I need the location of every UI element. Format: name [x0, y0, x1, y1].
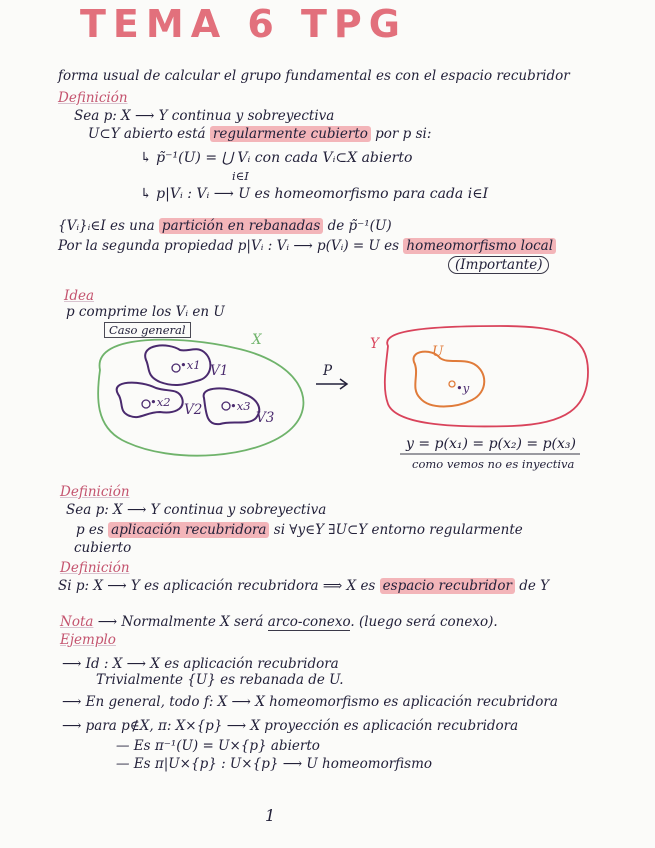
definition-heading-1: Definición [58, 90, 128, 106]
label-v2: V2 [184, 402, 203, 418]
label-u: U [432, 344, 444, 360]
def1-line-4: ↳ p|Vᵢ : Vᵢ ⟶ U es homeomorfismo para cada i∈I [140, 186, 489, 202]
def1-line-3-index: i∈I [232, 169, 249, 183]
highlight-espacio-recubridor: espacio recubridor [380, 578, 515, 594]
definition-heading-3: Definición [60, 560, 130, 576]
no-inyectiva-note: como vemos no es inyectiva [412, 457, 575, 471]
intro-text: forma usual de calcular el grupo fundamental es con el espacio recubridor [58, 68, 570, 84]
idea-heading: Idea [64, 288, 95, 304]
label-x: X [252, 332, 262, 348]
page-number: 1 [265, 806, 276, 825]
nota-line: Nota ⟶ Normalmente X será arco-conexo. (luego será conexo). [60, 614, 498, 630]
space-x-outline [98, 340, 303, 456]
importante-label: (Importante) [448, 257, 549, 274]
highlight-homeomorfismo-local: homeomorfismo local [403, 238, 556, 254]
idea-line-1: p comprime los Vᵢ en U [66, 304, 225, 320]
label-x1: •x1 [180, 358, 201, 372]
arco-conexo-underlined: arco-conexo [267, 614, 351, 630]
caso-general-box: Caso general [104, 322, 191, 339]
label-y-point: •y [456, 381, 470, 395]
v1-region [145, 345, 210, 385]
page-title: TEMA 6 TPG [80, 2, 407, 46]
equation-y: y = p(x₁) = p(x₂) = p(x₃) [406, 436, 576, 452]
label-v1: V1 [210, 363, 229, 379]
ejemplo-line-6: — Es π|U×{p} : U×{p} ⟶ U homeomorfismo [116, 756, 433, 772]
highlight-aplicacion-recubridora: aplicación recubridora [108, 522, 269, 538]
def3-line-1: Si p: X ⟶ Y es aplicación recubridora ⟹ X es espacio recubridor de Y [58, 578, 550, 594]
def2-line-2: p es aplicación recubridora si ∀y∈Y ∃U⊂Y entorno regularmente [76, 522, 523, 538]
ejemplo-line-5: — Es π⁻¹(U) = U×{p} abierto [116, 738, 320, 754]
definition-heading-2: Definición [60, 484, 130, 500]
label-x2: •x2 [150, 395, 171, 409]
highlight-particion: partición en rebanadas [159, 218, 323, 234]
ejemplo-heading: Ejemplo [60, 632, 116, 648]
label-p: P [323, 363, 333, 379]
label-y: Y [370, 336, 379, 352]
ejemplo-line-4: ⟶ para p∉X, π: X×{p} ⟶ X proyección es aplicación recubridora [62, 718, 519, 734]
ejemplo-line-1: ⟶ Id : X ⟶ X es aplicación recubridora [62, 656, 339, 672]
def2-line-1: Sea p: X ⟶ Y continua y sobreyectiva [66, 502, 327, 518]
ejemplo-line-3: ⟶ En general, todo f: X ⟶ X homeomorfismo es aplicación recubridora [62, 694, 558, 710]
def1-line-2: U⊂Y abierto está regularmente cubierto por p si: [88, 126, 432, 142]
def1-line-3: ↳ p̃⁻¹(U) = ⋃ Vᵢ con cada Vᵢ⊂X abierto [140, 150, 413, 166]
segunda-propiedad-line: Por la segunda propiedad p|Vᵢ : Vᵢ ⟶ p(Vᵢ) = U es homeomorfismo local [58, 238, 556, 255]
def2-line-3: cubierto [74, 540, 132, 556]
highlight-regularmente-cubierto: regularmente cubierto [210, 126, 371, 142]
label-v3: V3 [256, 410, 275, 426]
particion-line: {Vᵢ}ᵢ∈I es una partición en rebanadas de p̃⁻¹(U) [58, 218, 392, 234]
label-x3: •x3 [230, 399, 251, 413]
def1-line-1: Sea p: X ⟶ Y continua y sobreyectiva [74, 108, 335, 124]
u-region [414, 352, 485, 407]
ejemplo-line-2: Trivialmente {U} es rebanada de U. [96, 672, 344, 688]
